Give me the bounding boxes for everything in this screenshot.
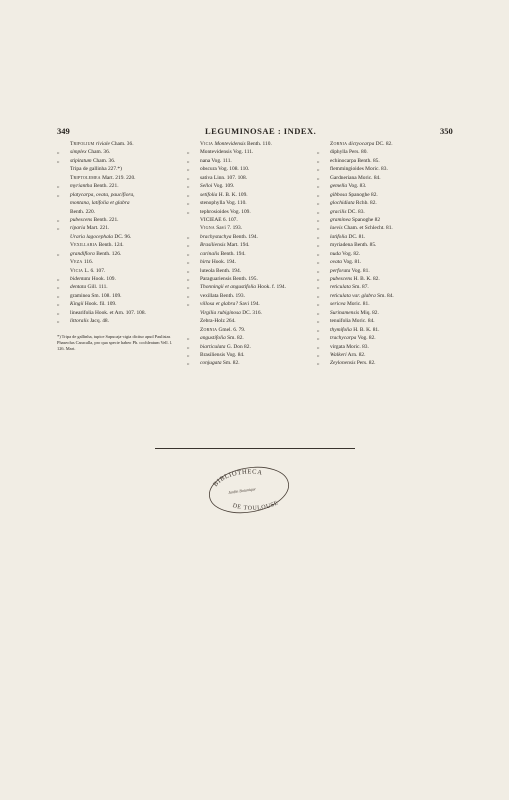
genus-head: Triptolemea xyxy=(70,174,101,181)
index-entry xyxy=(317,326,457,334)
ditto-mark: „ xyxy=(317,191,320,198)
index-entry xyxy=(317,157,457,165)
reference-text: Gmel. 6. 79. xyxy=(218,326,246,333)
index-entry xyxy=(187,317,322,325)
index-entry xyxy=(317,140,457,148)
reference-text: diphylla Pers. 80. xyxy=(330,149,368,156)
species-name: montana, latifolia et glabra xyxy=(70,200,130,207)
ditto-mark: „ xyxy=(187,267,190,274)
species-name: gibbosa xyxy=(330,191,348,198)
index-entry xyxy=(187,157,322,165)
genus-head: Vexillaria xyxy=(70,242,98,249)
index-entry xyxy=(317,250,457,258)
index-entry xyxy=(187,343,322,351)
reference-text: Vog. 82. xyxy=(357,335,376,342)
reference-text: nana Vog. 111. xyxy=(200,157,232,164)
ditto-mark: „ xyxy=(317,335,320,342)
reference-text: Benth. 221. xyxy=(93,216,119,223)
ditto-mark: „ xyxy=(317,149,320,156)
ditto-mark: „ xyxy=(317,276,320,282)
ditto-mark: „ xyxy=(317,157,320,164)
ditto-mark: „ xyxy=(317,309,320,316)
ditto-mark: „ xyxy=(187,351,190,358)
species-name: brachystachya xyxy=(200,233,232,240)
reference-text: DC. 81. xyxy=(348,233,366,240)
ditto-mark: „ xyxy=(317,242,320,249)
index-entry xyxy=(57,292,187,300)
reference-text: Zebra-Holz 264. xyxy=(200,318,236,325)
reference-text: Vog. 81. xyxy=(351,267,370,274)
genus-head: Vigna xyxy=(200,225,215,232)
reference-text: luteola Benth. 194. xyxy=(200,267,242,274)
species-name: Walkeri xyxy=(330,351,347,358)
species-name: trachycarpa xyxy=(330,335,357,342)
index-entry xyxy=(187,165,322,173)
ditto-mark: „ xyxy=(317,360,320,367)
reference-text: Cham. 36. xyxy=(111,141,134,147)
ditto-mark: „ xyxy=(187,183,190,190)
species-name: thymifolia xyxy=(330,326,352,333)
ditto-mark: „ xyxy=(187,166,190,173)
reference-text: L. 6. 107. xyxy=(84,267,106,274)
index-entry xyxy=(187,326,322,334)
reference-text: DC. 96. xyxy=(114,233,132,240)
index-entry xyxy=(187,258,322,266)
species-name: setifolia xyxy=(200,191,218,198)
species-name: riparia xyxy=(70,225,86,232)
index-entry xyxy=(57,174,187,182)
reference-text: Hook. f. 194. xyxy=(257,284,286,291)
ditto-mark: „ xyxy=(57,292,60,299)
index-entry xyxy=(187,359,322,367)
index-entry xyxy=(317,182,457,190)
index-entry xyxy=(57,300,187,308)
reference-text: Sm. 82. xyxy=(222,360,240,367)
species-name: graminea xyxy=(330,216,351,223)
species-name: Brasiliensis xyxy=(200,242,226,249)
ditto-mark: „ xyxy=(187,200,190,207)
reference-text: Miq. 82. xyxy=(360,309,379,316)
index-entry xyxy=(57,241,187,249)
ditto-mark: „ xyxy=(57,301,60,308)
reference-text: Gill. 111. xyxy=(87,284,108,291)
species-name: myriantha xyxy=(70,183,93,190)
reference-text: Hook. 194. xyxy=(211,259,236,266)
reference-text: Sm. 87. xyxy=(352,284,369,291)
index-entry xyxy=(187,199,322,207)
ditto-mark: „ xyxy=(187,242,190,249)
species-name: simplex xyxy=(70,149,87,156)
index-entry xyxy=(57,275,187,283)
reference-text: virgata Moric. 83. xyxy=(330,343,369,350)
ditto-mark: „ xyxy=(317,259,320,266)
species-name: angustifolia xyxy=(200,335,226,342)
end-rule xyxy=(155,448,355,449)
genus-head: Zornia xyxy=(200,326,218,333)
reference-text: Brasiliensis Vog. 84. xyxy=(200,351,245,358)
ditto-mark: „ xyxy=(187,259,190,266)
reference-text: Sm. 82. xyxy=(227,335,244,342)
index-entry xyxy=(317,208,457,216)
reference-text: Vog. 83. xyxy=(348,183,367,190)
species-name: glochidiata xyxy=(330,200,355,207)
ditto-mark: „ xyxy=(317,318,320,325)
ditto-mark: „ xyxy=(317,343,320,350)
reference-text: echinocarpa Benth. 85. xyxy=(330,157,380,164)
reference-text: Benth. 194. xyxy=(232,233,258,240)
index-entry xyxy=(187,191,322,199)
ditto-mark: „ xyxy=(317,267,320,274)
ditto-mark: „ xyxy=(317,284,320,291)
index-entry xyxy=(317,174,457,182)
ditto-mark: „ xyxy=(57,309,60,316)
species-name: riviale xyxy=(95,141,110,147)
species-name: reticulata var. glabra xyxy=(330,292,376,299)
reference-text: 116. xyxy=(83,259,94,266)
reference-text: linearifolia Hook. et Arn. 107. 108. xyxy=(70,309,146,316)
index-entry xyxy=(187,292,322,300)
reference-text: stenophylla Vog. 110. xyxy=(200,200,247,207)
species-name: laevis xyxy=(330,225,343,232)
reference-text: DC. 83. xyxy=(347,208,365,215)
reference-text: tephrosioides Vog. 109. xyxy=(200,208,251,215)
index-entry xyxy=(187,309,322,317)
index-entry xyxy=(187,148,322,156)
species-name: villosa et glabra? xyxy=(200,301,239,308)
index-entry xyxy=(187,275,322,283)
index-entry xyxy=(317,309,457,317)
index-entry xyxy=(187,174,322,182)
reference-text: sativa Linn. 107. 108. xyxy=(200,174,248,181)
ditto-mark: „ xyxy=(57,183,60,190)
ditto-mark: „ xyxy=(317,301,320,308)
index-entry xyxy=(317,148,457,156)
species-name: Uraria lagocephala xyxy=(70,233,113,240)
ditto-mark: „ xyxy=(317,326,320,333)
index-entry xyxy=(57,191,187,199)
footnote: *) Tripa de gallinha, tupice Sapucaja-cigia dicitur apud Paulistas Phaseolus Caracalla, pro qua specie habeo Ph. cochleatum Vell. l. 126. Mart. xyxy=(57,333,173,352)
reference-text: G. Don 82. xyxy=(226,343,251,350)
stamp-top-text: BIBLIOTHECA xyxy=(212,468,264,489)
left-page-number: 349 xyxy=(57,126,70,136)
species-name: pubescens xyxy=(330,276,353,282)
species-name: bidentata xyxy=(70,276,91,282)
index-entry xyxy=(187,182,322,190)
svg-text:DE TOULOUSE xyxy=(232,500,280,512)
index-entry xyxy=(57,182,187,190)
reference-text: DC. 82. xyxy=(375,141,393,147)
index-entry xyxy=(317,351,457,359)
genus-head: Veza xyxy=(70,259,83,266)
reference-text: Mart. 221. xyxy=(86,225,110,232)
species-name: hirta xyxy=(200,259,211,266)
reference-text: Montevidensis Vog. 111. xyxy=(200,149,254,156)
species-name: Zeylonensis xyxy=(330,360,356,367)
index-entry xyxy=(317,317,457,325)
genus-head: Vicia xyxy=(70,267,84,274)
ditto-mark: „ xyxy=(187,360,190,367)
species-name: latifolia xyxy=(330,233,348,240)
reference-text: Hook. fil. 109. xyxy=(84,301,117,308)
reference-text: Cham. et Schlecht. 81. xyxy=(343,225,393,232)
species-name: Thonningii et angustifolia xyxy=(200,284,257,291)
species-name: ovata xyxy=(330,259,342,266)
index-entry xyxy=(317,241,457,249)
svg-text:BIBLIOTHECA xyxy=(212,469,263,489)
reference-text: Spanoghe 82 xyxy=(352,216,381,223)
index-entry xyxy=(57,233,187,241)
index-entry xyxy=(317,216,457,224)
index-entry xyxy=(57,165,187,173)
genus-head: Vicia xyxy=(200,141,214,147)
index-entry xyxy=(57,199,187,207)
stamp-middle-text: Jardin Botanique xyxy=(227,486,256,495)
ditto-mark: „ xyxy=(187,233,190,240)
reference-text: H. B. K. 109. xyxy=(218,191,248,198)
reference-text: Arn. 82. xyxy=(347,351,366,358)
ditto-mark: „ xyxy=(317,216,320,223)
reference-text: Gardneriana Moric. 84. xyxy=(330,174,381,181)
species-name: dictyocarpa xyxy=(348,141,375,147)
ditto-mark: „ xyxy=(187,301,190,308)
ditto-mark: „ xyxy=(317,225,320,232)
reference-text: graminea Sm. 108. 109. xyxy=(70,292,122,299)
ditto-mark: „ xyxy=(57,318,60,325)
index-entry xyxy=(187,300,322,308)
index-column-3 xyxy=(317,140,457,368)
reference-text: Jacq. 48. xyxy=(89,318,109,325)
index-entry xyxy=(317,359,457,367)
species-name: Montevidensis xyxy=(214,141,246,147)
genus-head: Trifolium xyxy=(70,141,95,147)
ditto-mark: „ xyxy=(317,250,320,257)
reference-text: Benth. 124. xyxy=(98,242,124,249)
ditto-mark: „ xyxy=(317,233,320,240)
index-entry xyxy=(317,258,457,266)
index-entry xyxy=(317,224,457,232)
index-column-1 xyxy=(57,140,187,353)
ditto-mark: „ xyxy=(187,292,190,299)
index-entry xyxy=(317,275,457,283)
index-entry xyxy=(57,208,187,216)
reference-text: Mart. 219. 220. xyxy=(102,174,136,181)
index-entry xyxy=(187,267,322,275)
index-entry xyxy=(187,241,322,249)
index-entry xyxy=(187,334,322,342)
species-name: grandiflora xyxy=(70,250,95,257)
index-entry xyxy=(317,165,457,173)
reference-text: Benth. 221. xyxy=(93,183,119,190)
species-name: Virgilia rubiginosa xyxy=(200,309,241,316)
index-entry xyxy=(317,191,457,199)
reference-text: Paraguariensis Benth. 195. xyxy=(200,276,258,282)
ditto-mark: „ xyxy=(57,225,60,232)
reference-text: Cham. 36. xyxy=(87,149,111,156)
index-entry xyxy=(317,343,457,351)
ditto-mark: „ xyxy=(187,149,190,156)
index-entry xyxy=(57,216,187,224)
index-entry xyxy=(317,233,457,241)
index-entry xyxy=(317,334,457,342)
index-entry xyxy=(187,283,322,291)
ditto-mark: „ xyxy=(187,276,190,282)
index-entry xyxy=(57,258,187,266)
ditto-mark: „ xyxy=(317,351,320,358)
reference-text: Spanoghe 82. xyxy=(348,191,378,198)
reference-text: vexillata Benth. 193. xyxy=(200,292,245,299)
species-name: gemella xyxy=(330,183,348,190)
index-entry xyxy=(317,199,457,207)
species-name: reticulata xyxy=(330,284,351,291)
ditto-mark: „ xyxy=(187,174,190,181)
index-entry xyxy=(187,233,322,241)
ditto-mark: „ xyxy=(57,149,60,156)
species-name: nuda xyxy=(330,250,341,257)
ditto-mark: „ xyxy=(187,343,190,350)
species-name: biarticulata xyxy=(200,343,226,350)
species-name: dentata xyxy=(70,284,87,291)
index-entry xyxy=(187,208,322,216)
reference-text: Moric. 81. xyxy=(346,301,370,308)
index-entry xyxy=(317,292,457,300)
reference-text: Tripa de gallinha 227.*) xyxy=(70,166,122,173)
reference-text: Pers. 82. xyxy=(356,360,376,367)
index-entry xyxy=(57,224,187,232)
index-entry xyxy=(187,351,322,359)
reference-text: VICIEAE 6. 107. xyxy=(200,216,238,223)
ditto-mark: „ xyxy=(317,200,320,207)
reference-text: Benth. 126. xyxy=(96,250,122,257)
species-name: Selloi xyxy=(200,183,213,190)
ditto-mark: „ xyxy=(187,250,190,257)
reference-text: Sm. 84. xyxy=(377,292,394,299)
index-entry xyxy=(317,267,457,275)
reference-text: Vog. 81. xyxy=(343,259,362,266)
ditto-mark: „ xyxy=(57,284,60,291)
species-name: platycarpa, ovata, paucifiora, xyxy=(70,191,135,198)
species-name: Kingii xyxy=(70,301,84,308)
species-name: stipitatum xyxy=(70,157,92,164)
index-entry xyxy=(317,300,457,308)
stamp-bottom-text: DE TOULOUSE xyxy=(231,500,280,512)
species-name: perforata xyxy=(330,267,351,274)
index-entry xyxy=(187,140,322,148)
reference-text: Savi 194. xyxy=(239,301,260,308)
reference-text: Rchb. 82. xyxy=(355,200,377,207)
ditto-mark: „ xyxy=(187,191,190,198)
reference-text: H. B. K. 82. xyxy=(353,276,380,282)
species-name: conjugata xyxy=(200,360,222,367)
species-name: gracilis xyxy=(330,208,347,215)
right-page-number: 350 xyxy=(440,126,453,136)
index-entry xyxy=(187,224,322,232)
reference-text: Benth. 220. xyxy=(70,208,96,215)
ditto-mark: „ xyxy=(187,335,190,342)
index-entry xyxy=(187,250,322,258)
ditto-mark: „ xyxy=(317,183,320,190)
index-entry xyxy=(187,216,322,224)
ditto-mark: „ xyxy=(57,157,60,164)
species-name: carinalis xyxy=(200,250,220,257)
index-entry xyxy=(57,283,187,291)
library-stamp xyxy=(206,463,292,515)
reference-text: DC. 316. xyxy=(242,309,262,316)
ditto-mark: „ xyxy=(187,208,190,215)
reference-text: Benth. 194. xyxy=(220,250,246,257)
species-name: pubescens xyxy=(70,216,93,223)
reference-text: H. B. K. 81. xyxy=(353,326,380,333)
species-name: Surinamensis xyxy=(330,309,360,316)
index-entry xyxy=(57,267,187,275)
ditto-mark: „ xyxy=(317,292,320,299)
index-entry xyxy=(57,317,187,325)
ditto-mark: „ xyxy=(57,191,60,198)
species-name: littoralis xyxy=(70,318,89,325)
index-entry xyxy=(317,283,457,291)
reference-text: obscura Vog. 108. 110. xyxy=(200,166,250,173)
ditto-mark: „ xyxy=(317,166,320,173)
ditto-mark: „ xyxy=(317,208,320,215)
index-entry xyxy=(57,250,187,258)
genus-head: Zornia xyxy=(330,141,348,147)
reference-text: myriadena Benth. 85. xyxy=(330,242,377,249)
reference-text: Hook. 109. xyxy=(91,276,116,282)
running-title: LEGUMINOSAE : INDEX. xyxy=(205,126,317,136)
ditto-mark: „ xyxy=(187,284,190,291)
ditto-mark: „ xyxy=(317,174,320,181)
index-entry xyxy=(57,157,187,165)
ditto-mark: „ xyxy=(187,157,190,164)
reference-text: tenuifolia Moric. 84. xyxy=(330,318,375,325)
index-column-2 xyxy=(187,140,322,368)
ditto-mark: „ xyxy=(57,216,60,223)
index-entry xyxy=(57,309,187,317)
reference-text: Mart. 194. xyxy=(226,242,250,249)
reference-text: Cham. 36. xyxy=(92,157,116,164)
reference-text: Vog. 82. xyxy=(342,250,361,257)
ditto-mark: „ xyxy=(57,250,60,257)
index-entry xyxy=(57,140,187,148)
index-entry xyxy=(57,148,187,156)
reference-text: Benth. 110. xyxy=(246,141,272,147)
species-name: sericea xyxy=(330,301,346,308)
reference-text: flemmingioides Moric. 83. xyxy=(330,166,388,173)
reference-text: Savi 7. 193. xyxy=(216,225,243,232)
reference-text: Vog. 109. xyxy=(213,183,235,190)
ditto-mark: „ xyxy=(57,276,60,282)
